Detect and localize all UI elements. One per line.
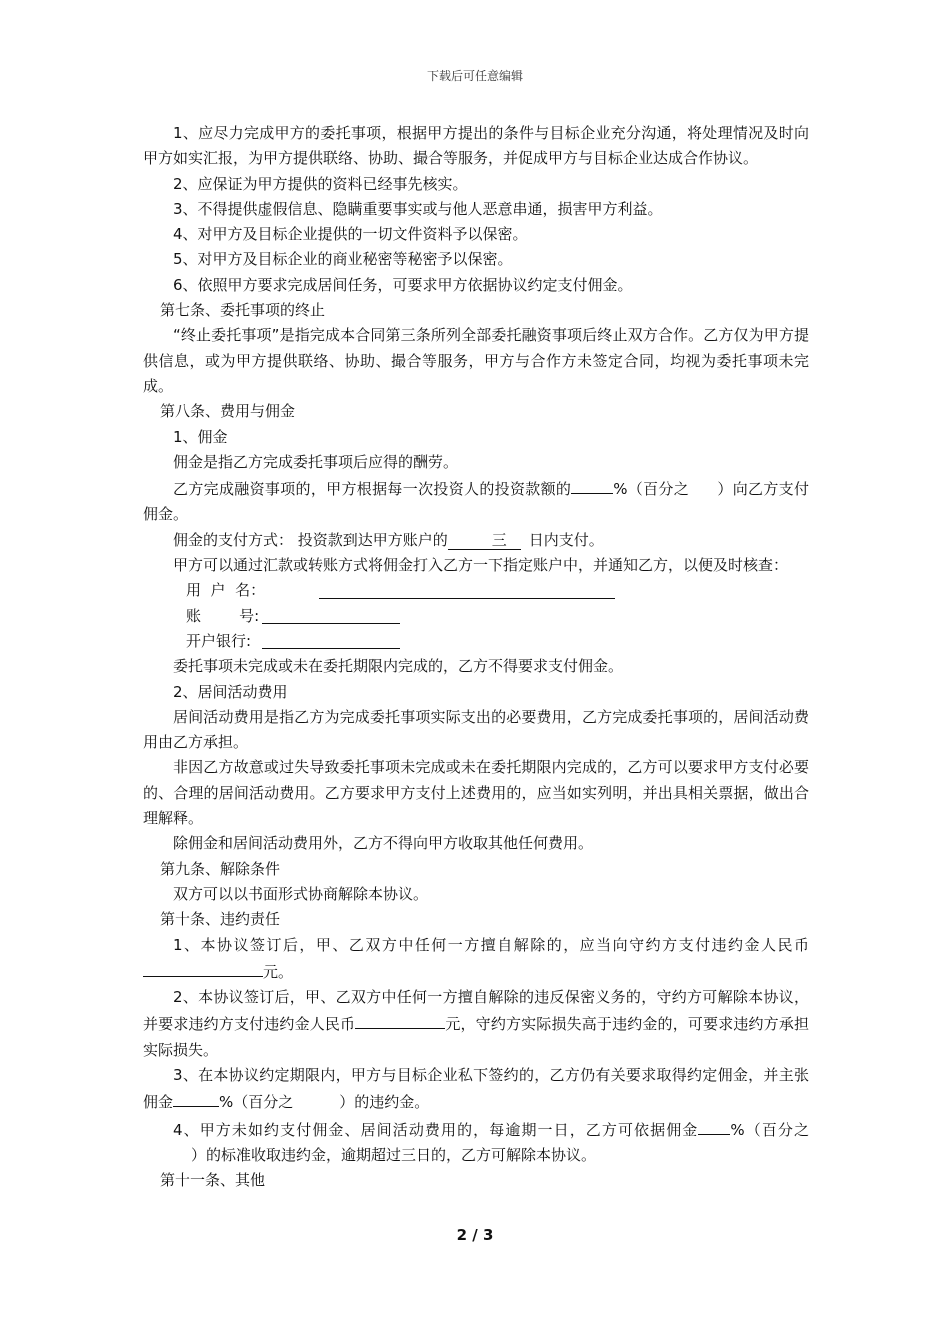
commission-rate-paragraph bbox=[143, 475, 809, 528]
page-number: 2 / 3 bbox=[456, 1226, 494, 1244]
article-8-heading: 第八条、费用与佣金 bbox=[160, 402, 296, 421]
breach-1-text-a: 1、本协议签订后，甲、乙双方中任何一方擅自解除的，应当向守约方支付违约金人民币 bbox=[173, 935, 809, 954]
payment-method-paragraph bbox=[143, 528, 809, 553]
breach-3-rate-blank bbox=[173, 1088, 219, 1107]
breach-2 bbox=[143, 985, 809, 1063]
commission-rate-blank bbox=[571, 475, 613, 494]
account-number-label: 账 号: bbox=[186, 606, 260, 625]
breach-3-text-a: 3、在本协议约定期限内，甲方与目标企业私下签约的，乙方仍有关要求取得约定佣金，并主张佣金 bbox=[143, 1065, 809, 1112]
breach-1 bbox=[143, 933, 809, 986]
breach-4-rate-blank bbox=[698, 1116, 730, 1135]
commission-definition: 佣金是指乙方完成委托事项后应得的酬劳。 bbox=[173, 452, 459, 471]
breach-4-text-a: 4、甲方未如约支付佣金、居间活动费用的，每逾期一日，乙方可依据佣金 bbox=[173, 1120, 699, 1139]
breach-3-text-c: ）的违约金。 bbox=[339, 1093, 430, 1112]
obligation-5: 5、对甲方及目标企业的商业秘密等秘密予以保密。 bbox=[173, 250, 513, 269]
obligation-3: 3、不得提供虚假信息、隐瞒重要事实或与他人恶意串通，损害甲方利益。 bbox=[173, 199, 663, 218]
obligation-4: 4、对甲方及目标企业提供的一切文件资料予以保密。 bbox=[173, 225, 528, 244]
obligation-2: 2、应保证为甲方提供的资料已经事先核实。 bbox=[173, 174, 468, 193]
breach-2-amount-blank bbox=[355, 1010, 445, 1029]
breach-4-text-c: ）的标准收取违约金，逾期超过三日的，乙方可解除本协议。 bbox=[191, 1145, 597, 1164]
expenses-definition: 居间活动费用是指乙方为完成委托事项实际支出的必要费用，乙方完成委托事项的，居间活动费用由乙方承担。 bbox=[143, 707, 809, 752]
article-9-heading: 第九条、解除条件 bbox=[160, 859, 281, 878]
article-7-paragraph: “终止委托事项”是指完成本合同第三条所列全部委托融资事项后终止双方合作。乙方仅为甲方提供信息，或为甲方提供联络、协助、撮合等服务，甲方与合作方未签定合同，均视为委托事项未完成。 bbox=[143, 326, 809, 395]
commission-rate-text-b: %（百分之 bbox=[613, 480, 690, 499]
commission-rate-text-a: 乙方完成融资事项的，甲方根据每一次投资人的投资款额的 bbox=[173, 480, 572, 499]
payment-method-text-a: 佣金的支付方式： 投资款到达甲方账户的 bbox=[173, 530, 448, 549]
breach-1-amount-blank bbox=[143, 958, 263, 977]
breach-1-text-b: 元。 bbox=[263, 962, 294, 981]
breach-3-text-b: %（百分之 bbox=[219, 1093, 294, 1112]
account-number-field bbox=[143, 604, 809, 629]
breach-4 bbox=[143, 1116, 809, 1169]
payment-days-value: 三 bbox=[448, 531, 521, 550]
breach-2-text-a: 2、本协议签订后，甲、乙双方中任何一方擅自解除的违反保密义务的，守约方可解除本协议，并要求违约方支付违约金人民币 bbox=[143, 988, 809, 1034]
commission-subheading: 1、佣金 bbox=[173, 427, 228, 446]
breach-4-text-b: %（百分之 bbox=[730, 1120, 809, 1139]
expenses-claim: 非因乙方故意或过失导致委托事项未完成或未在委托期限内完成的，乙方可以要求甲方支付必要的、合理的居间活动费用。乙方要求甲方支付上述费用的，应当如实列明，并出具相关票据，做出合理解释。 bbox=[143, 758, 809, 828]
article-10-heading: 第十条、违约责任 bbox=[160, 910, 281, 929]
payment-method-text-b: 日内支付。 bbox=[528, 530, 604, 549]
unfinished-paragraph: 委托事项未完成或未在委托期限内完成的，乙方不得要求支付佣金。 bbox=[173, 657, 624, 676]
breach-2-text-b: 元，守约方实际损失高于违约金的，可要求违约方承担实际损失。 bbox=[143, 1015, 809, 1059]
obligation-6: 6、依照甲方要求完成居间任务，可要求甲方依据协议约定支付佣金。 bbox=[173, 275, 633, 294]
breach-3 bbox=[143, 1063, 809, 1116]
account-name-blank bbox=[319, 580, 615, 599]
expenses-subheading: 2、居间活动费用 bbox=[173, 682, 288, 701]
account-name-label: 用 户 名： bbox=[186, 581, 266, 600]
bank-label: 开户银行: bbox=[186, 631, 252, 650]
page-header: 下载后可任意编辑 bbox=[426, 69, 523, 83]
transfer-paragraph: 甲方可以通过汇款或转账方式将佣金打入乙方一下指定账户中，并通知乙方，以便及时核查： bbox=[173, 556, 789, 575]
document-body bbox=[143, 121, 809, 1193]
bank-field bbox=[143, 629, 809, 654]
obligation-1: 1、应尽力完成甲方的委托事项，根据甲方提出的条件与目标企业充分沟通，将处理情况及时向甲方如实汇报，为甲方提供联络、协助、撮合等服务，并促成甲方与目标企业达成合作协议。 bbox=[143, 124, 809, 168]
article-11-heading: 第十一条、其他 bbox=[160, 1171, 266, 1190]
expenses-other: 除佣金和居间活动费用外，乙方不得向甲方收取其他任何费用。 bbox=[173, 834, 594, 853]
bank-blank bbox=[262, 630, 400, 649]
article-7-heading: 第七条、委托事项的终止 bbox=[160, 301, 326, 320]
account-name-field bbox=[143, 578, 809, 603]
commission-rate-text-c: ）向乙方支付佣金。 bbox=[143, 480, 809, 524]
account-number-blank bbox=[262, 605, 400, 624]
article-9-paragraph: 双方可以以书面形式协商解除本协议。 bbox=[173, 884, 429, 903]
